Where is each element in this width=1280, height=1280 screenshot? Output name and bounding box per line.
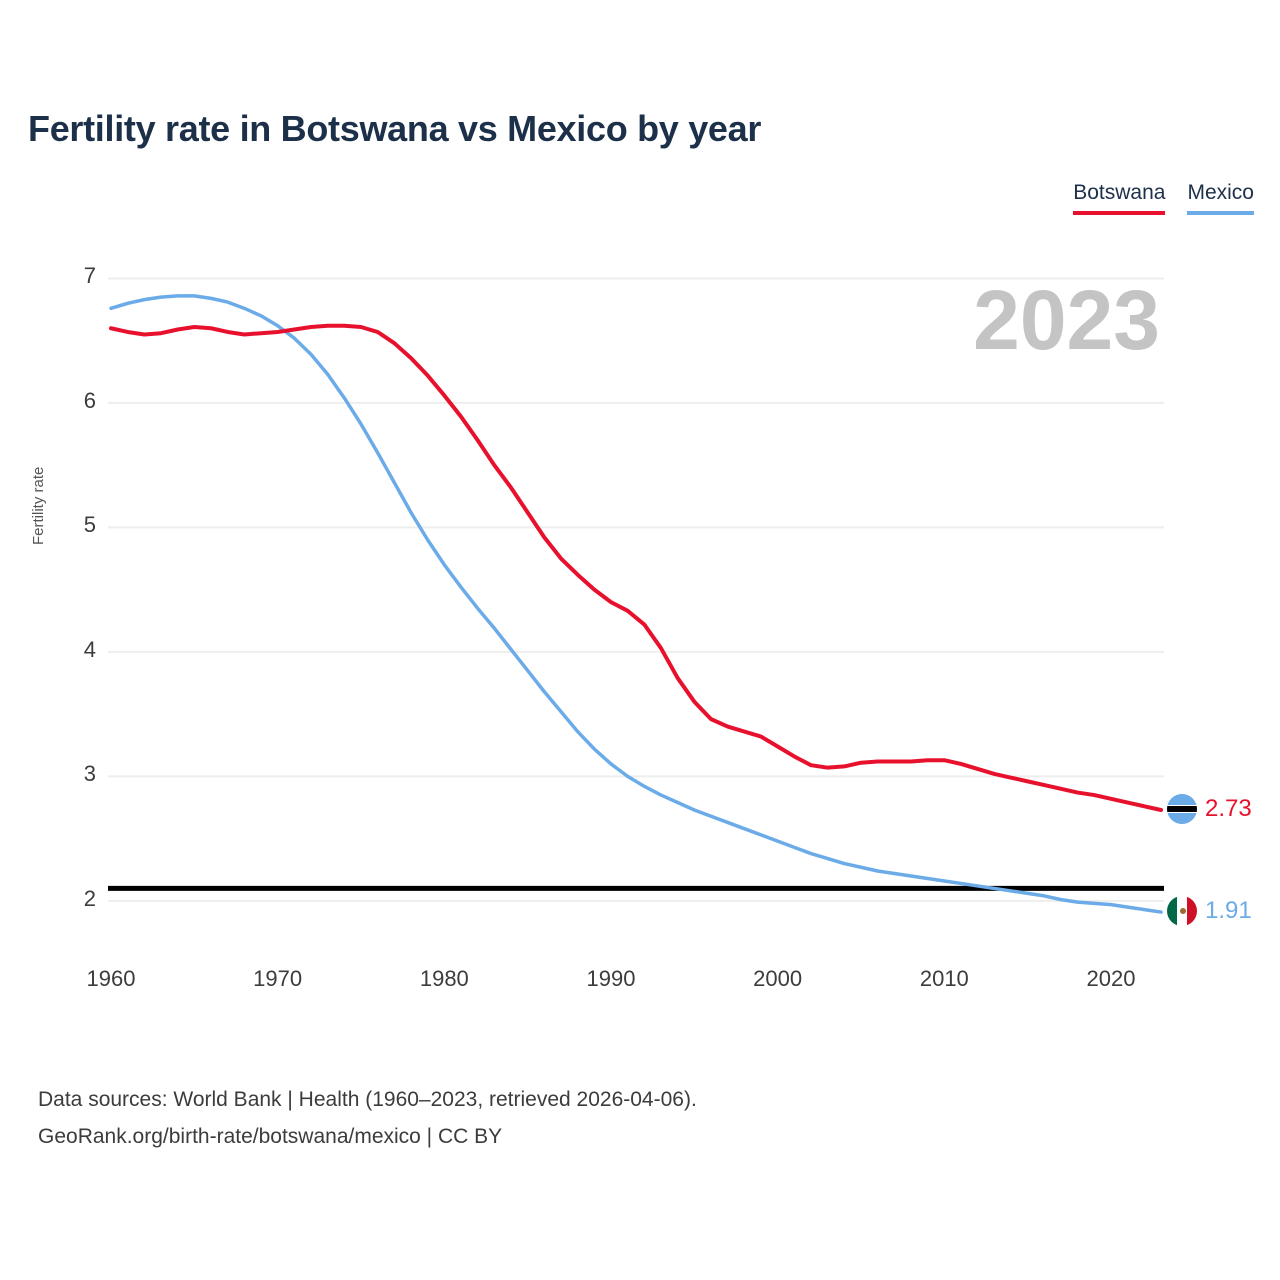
y-tick-label: 7 xyxy=(83,263,96,289)
y-tick-label: 4 xyxy=(83,636,96,662)
y-tick-label: 5 xyxy=(83,512,96,538)
series-line-botswana xyxy=(111,326,1161,810)
y-axis-label: Fertility rate xyxy=(30,466,47,545)
footer-line-1: Data sources: World Bank | Health (1960–2023, retrieved 2026-04-06). xyxy=(38,1088,697,1111)
chart-legend xyxy=(1073,182,1254,215)
legend-item-mexico[interactable]: Mexico xyxy=(1187,182,1254,215)
mexico-flag-icon xyxy=(1167,896,1197,926)
endpoint-botswana xyxy=(1167,794,1252,824)
gridlines xyxy=(108,278,1164,900)
y-tick-label: 2 xyxy=(83,885,96,911)
x-tick-label: 1980 xyxy=(419,966,469,991)
endpoint-mexico xyxy=(1167,896,1252,926)
y-tick-label: 3 xyxy=(83,761,96,787)
footer xyxy=(38,1082,697,1156)
x-tick-label: 2000 xyxy=(753,966,803,991)
x-tick-label: 1990 xyxy=(586,966,636,991)
botswana-flag-icon xyxy=(1167,794,1197,824)
y-tick-label: 6 xyxy=(83,387,96,413)
plot-area xyxy=(108,266,1164,932)
x-tick-label: 1960 xyxy=(86,966,136,991)
legend-item-botswana[interactable]: Botswana xyxy=(1073,182,1165,215)
year-annotation: 2023 xyxy=(973,273,1160,367)
x-tick-label: 2010 xyxy=(919,966,969,991)
endpoint-value-botswana: 2.73 xyxy=(1205,795,1252,822)
chart-svg xyxy=(108,266,1164,932)
page-title: Fertility rate in Botswana vs Mexico by year xyxy=(28,108,762,149)
endpoint-value-mexico: 1.91 xyxy=(1205,897,1252,925)
footer-line-2: GeoRank.org/birth-rate/botswana/mexico | CC BY xyxy=(38,1124,503,1148)
series-line-mexico xyxy=(111,296,1161,912)
x-tick-label: 2020 xyxy=(1086,966,1136,991)
x-tick-label: 1970 xyxy=(253,966,303,991)
